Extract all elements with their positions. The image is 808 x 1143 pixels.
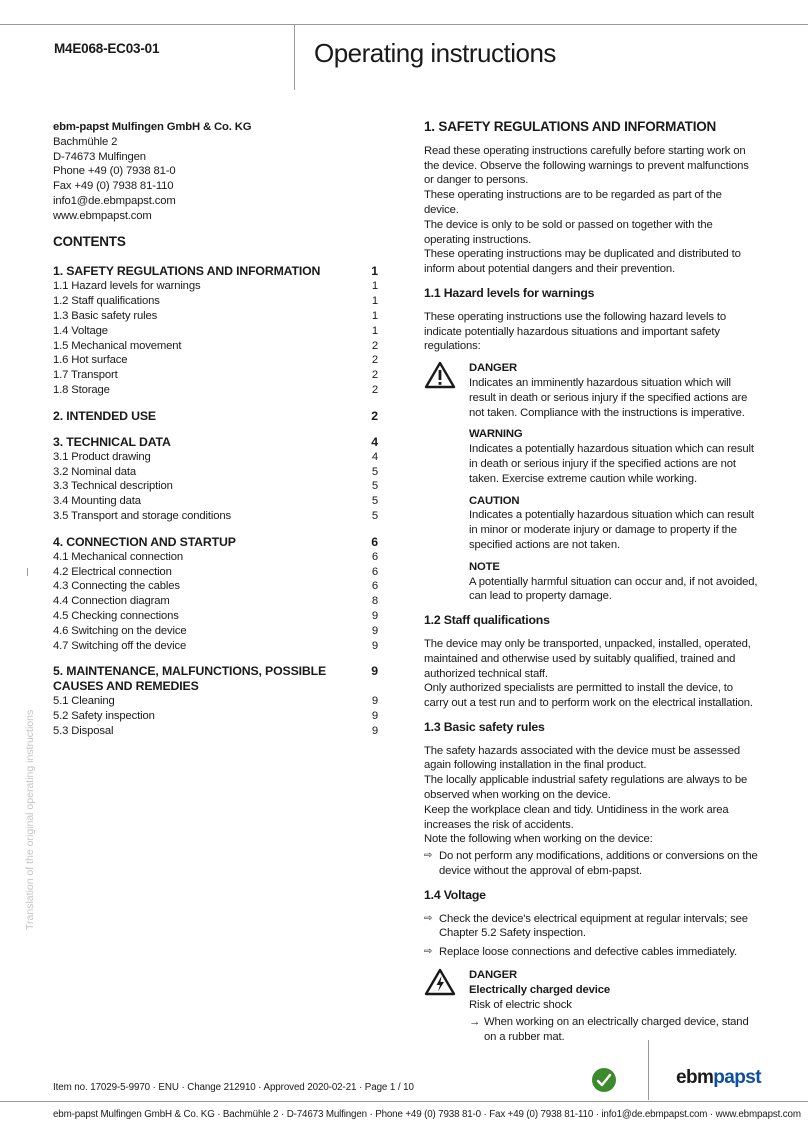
document-id: M4E068-EC03-01 xyxy=(54,41,160,56)
toc-entry[interactable]: 4.5 Checking connections 9 xyxy=(53,609,378,622)
toc-section xyxy=(53,264,378,397)
footer-item-info: Item no. 17029-5-9970 · ENU · Change 212910 · Approved 2020-02-21 · Page 1 / 10 xyxy=(53,1082,414,1093)
list-item: ⇨ Replace loose connections and defective cables immediately. xyxy=(424,946,738,959)
toc-entry[interactable]: 4.2 Electrical connection 6 xyxy=(53,565,378,578)
hazard-text: Indicates a potentially hazardous situation which can result in minor or moderate injury or damage to property if the specified actions are not taken. xyxy=(469,509,754,551)
arrow-bullet-icon: ⇨ xyxy=(424,850,433,862)
hazard-level: WARNING xyxy=(469,428,523,441)
toc-entry[interactable]: 5.2 Safety inspection 9 xyxy=(53,710,378,723)
toc-section xyxy=(53,435,378,524)
toc-entry[interactable]: 4.4 Connection diagram 8 xyxy=(53,595,378,608)
fax-line: Fax +49 (0) 7938 81-110 xyxy=(53,180,174,193)
toc-section-heading[interactable]: 4. CONNECTION AND STARTUP 6 xyxy=(53,534,378,549)
table-of-contents xyxy=(53,264,378,738)
paragraph: These operating instructions use the following hazard levels to indicate potentially hazardous situations and important safety regulations: xyxy=(424,310,727,353)
electric-hazard-icon xyxy=(424,968,469,1045)
header-rule xyxy=(0,24,808,25)
action-item: → When working on an electrically charged device, stand on a rubber mat. xyxy=(469,1016,749,1044)
list-item: ⇨ Check the device's electrical equipment at regular intervals; see Chapter 5.2 Safety inspection. xyxy=(424,912,748,940)
header-divider xyxy=(294,24,295,90)
toc-entry[interactable]: 1.7 Transport 2 xyxy=(53,369,378,382)
green-tech-badge-icon xyxy=(592,1068,616,1092)
toc-section-heading[interactable]: 2. INTENDED USE 2 xyxy=(53,408,378,423)
toc-section-heading[interactable]: 5. MAINTENANCE, MALFUNCTIONS, POSSIBLE CAUSES AND REMEDIES 9 xyxy=(53,664,378,694)
address-line: Bachmühle 2 xyxy=(53,135,118,148)
hazard-text: Indicates an imminently hazardous situation which will result in death or serious injury if the specified actions are not taken. Compliance with the instructions is imperative. xyxy=(469,376,748,419)
hazard-text: Indicates a potentially hazardous situation which can result in death or serious injury if the specified actions are not taken. Exercise extreme caution while working. xyxy=(469,443,754,485)
toc-section-heading[interactable]: 3. TECHNICAL DATA 4 xyxy=(53,434,378,449)
website-link[interactable]: www.ebmpapst.com xyxy=(53,209,152,222)
toc-entry[interactable]: 1.5 Mechanical movement 2 xyxy=(53,339,378,352)
ebmpapst-logo: ebmpapst xyxy=(676,1067,761,1088)
paragraph: The locally applicable industrial safety regulations are always to be observed when working on the device. xyxy=(424,774,748,802)
toc-entry[interactable]: 5.1 Cleaning 9 xyxy=(53,695,378,708)
toc-entry[interactable]: 1.1 Hazard levels for warnings 1 xyxy=(53,280,378,293)
toc-entry[interactable]: 1.3 Basic safety rules 1 xyxy=(53,309,378,322)
contents-heading: CONTENTS xyxy=(53,233,126,249)
toc-entry[interactable]: 4.7 Switching off the device 9 xyxy=(53,639,378,652)
right-column xyxy=(424,120,758,1045)
paragraph: These operating instructions may be duplicated and distributed to inform about potential dangers and their prevention. xyxy=(424,248,741,276)
right-arrow-icon: → xyxy=(469,1016,481,1029)
toc-entry[interactable]: 3.1 Product drawing 4 xyxy=(53,450,378,463)
side-margin-mark xyxy=(27,568,28,576)
toc-section-heading[interactable]: 1. SAFETY REGULATIONS AND INFORMATION 1 xyxy=(53,264,378,279)
paragraph: The safety hazards associated with the device must be assessed again following installation in the final product. xyxy=(424,744,740,772)
hazard-caution xyxy=(424,494,758,553)
arrow-bullet-icon: ⇨ xyxy=(424,946,433,958)
toc-entry[interactable]: 1.8 Storage 2 xyxy=(53,383,378,396)
hazard-level: DANGER xyxy=(469,362,518,375)
hazard-warning xyxy=(424,427,758,486)
hazard-danger xyxy=(424,361,758,420)
address-line: D-74673 Mulfingen xyxy=(53,150,146,163)
paragraph: These operating instructions are to be regarded as part of the device. xyxy=(424,189,722,216)
toc-entry[interactable]: 1.6 Hot surface 2 xyxy=(53,354,378,367)
phone-line: Phone +49 (0) 7938 81-0 xyxy=(53,165,176,178)
toc-entry[interactable]: 3.4 Mounting data 5 xyxy=(53,495,378,508)
list-item: ⇨ Do not perform any modifications, additions or conversions on the device without the approval of ebm-papst. xyxy=(424,850,758,878)
email-link[interactable]: info1@de.ebmpapst.com xyxy=(53,194,176,207)
hazard-electric-danger xyxy=(424,968,758,1045)
toc-entry[interactable]: 1.2 Staff qualifications 1 xyxy=(53,295,378,308)
paragraph: Keep the workplace clean and tidy. Untidiness in the work area increases the risk of accidents. xyxy=(424,803,729,831)
hazard-text: Risk of electric shock xyxy=(469,998,572,1011)
paragraph: Note the following when working on the device: xyxy=(424,833,653,846)
subsection-heading: 1.1 Hazard levels for warnings xyxy=(424,285,595,300)
hazard-level: DANGER xyxy=(469,969,518,982)
left-column xyxy=(53,120,378,750)
paragraph: Only authorized specialists are permitted to install the device, to carry out a test run and to perform work on the electrical installation. xyxy=(424,682,753,710)
translation-note: Translation of the original operating instructions xyxy=(24,709,36,930)
subsection-heading: 1.3 Basic safety rules xyxy=(424,719,545,734)
toc-entry[interactable]: 3.5 Transport and storage conditions 5 xyxy=(53,509,378,522)
toc-entry[interactable]: 1.4 Voltage 1 xyxy=(53,324,378,337)
footer-address: ebm-papst Mulfingen GmbH & Co. KG · Bachmühle 2 · D-74673 Mulfingen · Phone +49 (0) 7938 81-0 · Fax +49 (0) 7938 81-110 · info1@de.ebmpapst.com · www.ebmpapst.com xyxy=(53,1109,801,1120)
arrow-bullet-icon: ⇨ xyxy=(424,912,433,924)
paragraph: The device may only be transported, unpacked, installed, operated, maintained and otherwise used by suitably qualified, trained and authorized technical staff. xyxy=(424,637,751,680)
company-address xyxy=(53,120,378,224)
subsection-heading: 1.4 Voltage xyxy=(424,887,486,902)
paragraph: The device is only to be sold or passed on together with the operating instructions. xyxy=(424,218,713,246)
footer-divider xyxy=(648,1040,649,1100)
hazard-level: NOTE xyxy=(469,560,500,573)
page-title: Operating instructions xyxy=(314,38,556,68)
toc-entry[interactable]: 5.3 Disposal 9 xyxy=(53,724,378,737)
toc-entry[interactable]: 4.1 Mechanical connection 6 xyxy=(53,550,378,563)
paragraph: Read these operating instructions carefully before starting work on the device. Observe the following warnings to prevent malfunctions or danger to persons. xyxy=(424,144,749,187)
hazard-level: CAUTION xyxy=(469,494,520,507)
section-heading: 1. SAFETY REGULATIONS AND INFORMATION xyxy=(424,119,717,134)
footer-rule xyxy=(0,1101,808,1102)
warning-triangle-icon xyxy=(424,361,469,420)
toc-entry[interactable]: 4.3 Connecting the cables 6 xyxy=(53,580,378,593)
toc-section xyxy=(53,535,378,654)
hazard-note xyxy=(424,560,758,604)
subsection-heading: 1.2 Staff qualifications xyxy=(424,613,550,628)
toc-entry[interactable]: 3.3 Technical description 5 xyxy=(53,480,378,493)
toc-entry[interactable]: 4.6 Switching on the device 9 xyxy=(53,624,378,637)
hazard-text: A potentially harmful situation can occur and, if not avoided, can lead to property damage. xyxy=(469,575,758,603)
hazard-subtitle: Electrically charged device xyxy=(469,983,611,996)
toc-section xyxy=(53,409,378,424)
toc-entry[interactable]: 3.2 Nominal data 5 xyxy=(53,465,378,478)
toc-section xyxy=(53,664,378,738)
company-name: ebm-papst Mulfingen GmbH & Co. KG xyxy=(53,121,252,133)
